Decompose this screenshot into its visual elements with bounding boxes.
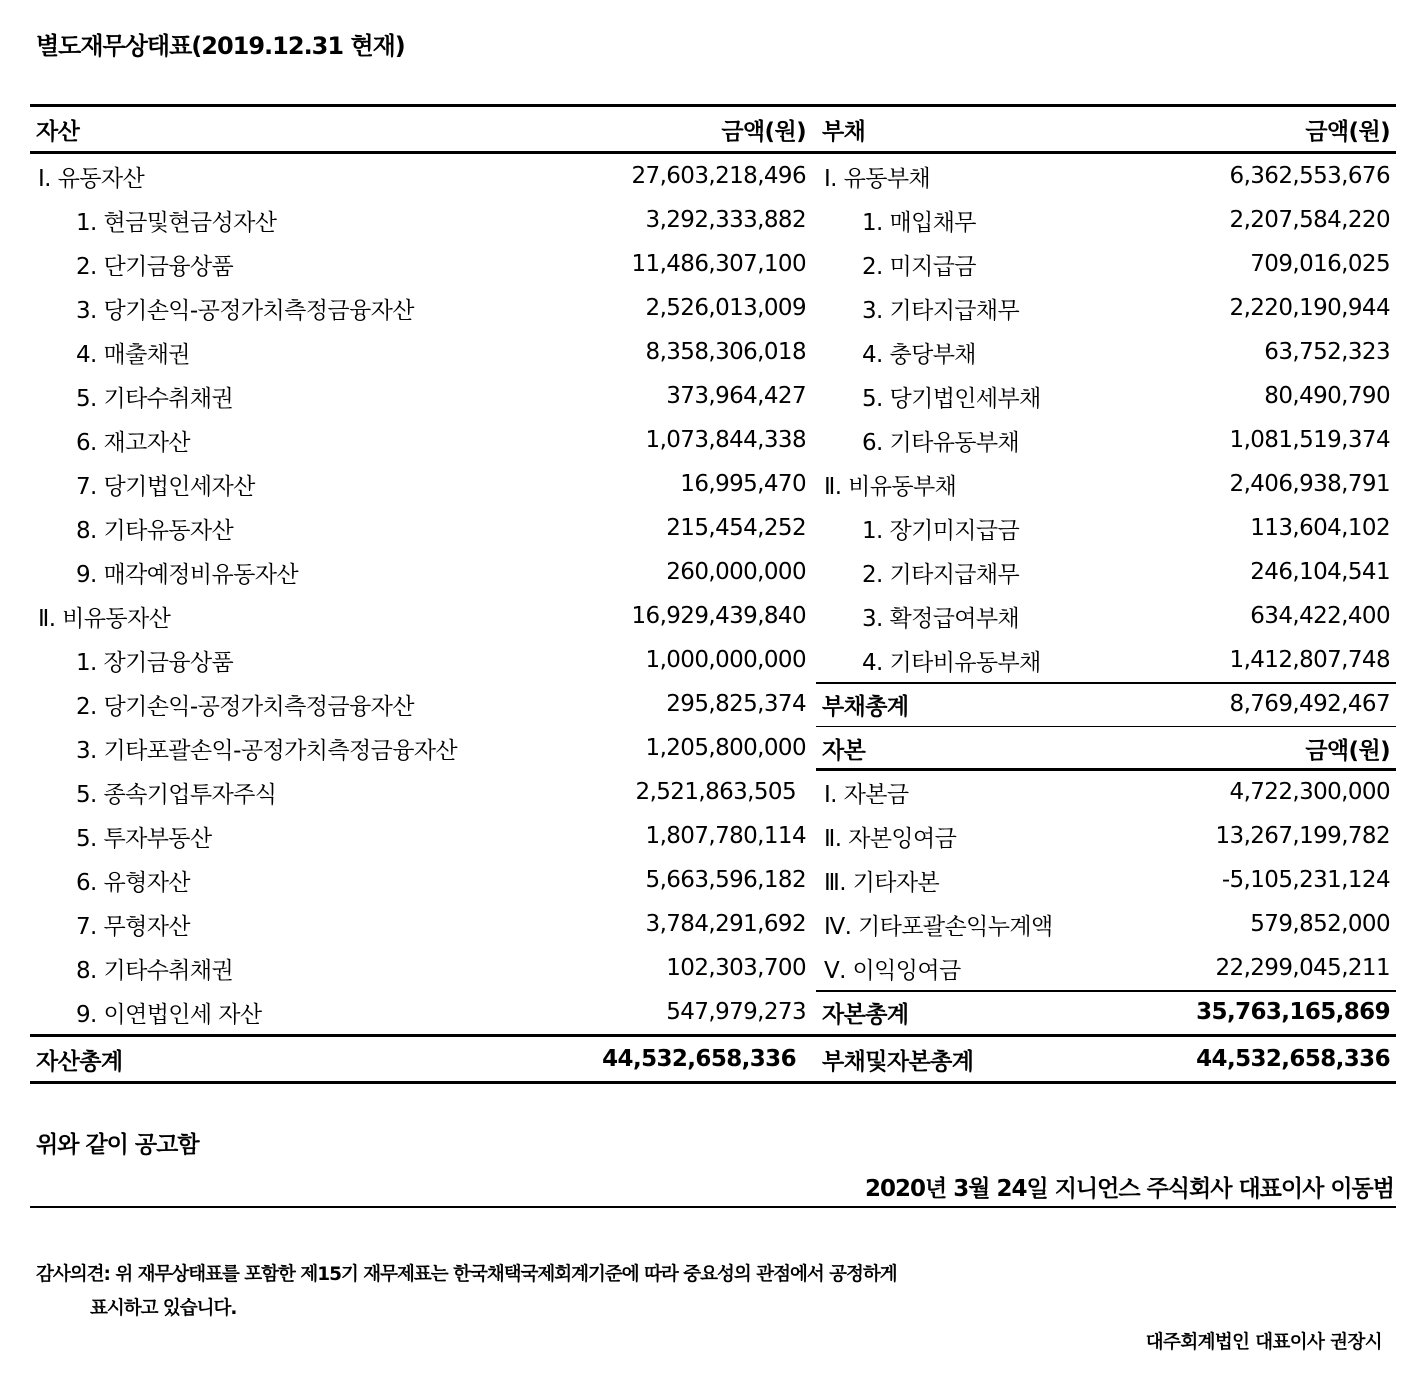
liability-value: 2,220,190,944 [1229, 295, 1390, 321]
notice-text: 위와 같이 공고함 [36, 1132, 199, 1158]
audit-opinion-line2: 표시하고 있습니다. [90, 1298, 237, 1319]
liability-row [816, 594, 1396, 638]
liability-label: 1. 장기미지급금 [862, 517, 1020, 544]
asset-label: 6. 유형자산 [76, 869, 190, 896]
liability-label: 4. 기타비유동부채 [862, 649, 1041, 676]
asset-row [30, 154, 808, 198]
asset-label: 2. 당기손익-공정가치측정금융자산 [76, 693, 414, 720]
equity-row [816, 946, 1396, 990]
liability-row [816, 638, 1396, 682]
asset-row [30, 550, 808, 594]
asset-row [30, 330, 808, 374]
liability-value: 2,207,584,220 [1229, 207, 1390, 233]
asset-label: 1. 현금및현금성자산 [76, 209, 277, 236]
liability-value: 1,081,519,374 [1229, 427, 1390, 453]
assets-total-row [30, 1037, 808, 1081]
equity-row [816, 858, 1396, 902]
asset-label: 2. 단기금융상품 [76, 253, 234, 280]
liability-label: 3. 확정급여부채 [862, 605, 1020, 632]
asset-value: 5,663,596,182 [645, 867, 806, 893]
liability-value: 63,752,323 [1264, 339, 1390, 365]
liability-row [816, 242, 1396, 286]
liability-row [816, 154, 1396, 198]
asset-value: 1,205,800,000 [645, 735, 806, 761]
asset-label: 5. 종속기업투자주식 [76, 781, 277, 808]
liability-label: 4. 충당부채 [862, 341, 976, 368]
equity-label: Ⅴ. 이익잉여금 [824, 957, 961, 984]
asset-label: Ⅱ. 비유동자산 [38, 605, 171, 632]
equity-header-label: 자본 [822, 737, 866, 764]
liability-label: 1. 매입채무 [862, 209, 976, 236]
equity-row [816, 770, 1396, 814]
asset-row [30, 990, 808, 1034]
liability-row [816, 418, 1396, 462]
asset-value: 102,303,700 [666, 955, 806, 981]
liability-row [816, 286, 1396, 330]
liability-label: 2. 미지급금 [862, 253, 976, 280]
signature-line: 2020년 3월 24일 지니언스 주식회사 대표이사 이동범 [865, 1176, 1394, 1202]
asset-row [30, 198, 808, 242]
asset-row [30, 682, 808, 726]
equity-value: 579,852,000 [1250, 911, 1390, 937]
asset-label: 7. 당기법인세자산 [76, 473, 255, 500]
asset-row [30, 902, 808, 946]
asset-value: 295,825,374 [666, 691, 806, 717]
asset-value: 27,603,218,496 [631, 163, 806, 189]
table-header [30, 107, 1396, 151]
table-body [30, 154, 1396, 1034]
asset-value: 3,292,333,882 [645, 207, 806, 233]
equity-label: Ⅰ. 자본금 [824, 781, 909, 808]
liability-label: 2. 기타지급채무 [862, 561, 1020, 588]
auditor-signature: 대주회계법인 대표이사 권장시 [1145, 1332, 1382, 1353]
equity-value: 4,722,300,000 [1229, 779, 1390, 805]
assets-total-value: 44,532,658,336 [602, 1046, 796, 1072]
liability-value: 6,362,553,676 [1229, 163, 1390, 189]
liability-row [816, 506, 1396, 550]
bottom-rule [30, 1081, 1396, 1084]
asset-value: 1,073,844,338 [645, 427, 806, 453]
liability-label: Ⅰ. 유동부채 [824, 165, 931, 192]
equity-total-value: 35,763,165,869 [1196, 999, 1390, 1025]
asset-row [30, 726, 808, 770]
signature-rule [30, 1206, 1396, 1208]
asset-label: 5. 투자부동산 [76, 825, 212, 852]
asset-row [30, 594, 808, 638]
equity-total-label: 자본총계 [822, 1001, 909, 1028]
asset-value: 1,807,780,114 [645, 823, 806, 849]
asset-label: 7. 무형자산 [76, 913, 190, 940]
asset-label: 4. 매출채권 [76, 341, 190, 368]
asset-row [30, 770, 808, 814]
asset-label: 9. 이연법인세 자산 [76, 1001, 262, 1028]
liabilities-equity-total-label: 부채및자본총계 [822, 1048, 974, 1075]
liabilities-equity-total-row [816, 1037, 1396, 1081]
equity-label: Ⅱ. 자본잉여금 [824, 825, 957, 852]
asset-label: Ⅰ. 유동자산 [38, 165, 145, 192]
asset-label: 9. 매각예정비유동자산 [76, 561, 299, 588]
equity-row [816, 814, 1396, 858]
liability-row [816, 330, 1396, 374]
asset-value: 2,521,863,505 [635, 779, 796, 805]
equity-label: Ⅳ. 기타포괄손익누계액 [824, 913, 1053, 940]
asset-label: 5. 기타수취채권 [76, 385, 234, 412]
assets-header [30, 107, 808, 151]
asset-row [30, 242, 808, 286]
liability-value: 709,016,025 [1250, 251, 1390, 277]
asset-value: 8,358,306,018 [645, 339, 806, 365]
asset-label: 6. 재고자산 [76, 429, 190, 456]
equity-amount-header: 금액(원) [1305, 737, 1390, 764]
asset-value: 215,454,252 [666, 515, 806, 541]
liabilities-header-label: 부채 [822, 118, 866, 145]
asset-row [30, 814, 808, 858]
asset-label: 3. 기타포괄손익-공정가치측정금융자산 [76, 737, 458, 764]
liability-value: 80,490,790 [1264, 383, 1390, 409]
equity-row [816, 902, 1396, 946]
audit-opinion-line1: 감사의견: 위 재무상태표를 포함한 제15기 재무제표는 한국채택국제회계기준에 따라 중요성의 관점에서 공정하게 [36, 1264, 897, 1285]
equity-value: 22,299,045,211 [1215, 955, 1390, 981]
balance-sheet-table [30, 104, 1396, 1084]
liability-row [816, 550, 1396, 594]
asset-label: 8. 기타유동자산 [76, 517, 234, 544]
liability-row [816, 198, 1396, 242]
equity-value: -5,105,231,124 [1221, 867, 1390, 893]
asset-label: 8. 기타수취채권 [76, 957, 234, 984]
liability-label: 5. 당기법인세부채 [862, 385, 1041, 412]
liability-label: 3. 기타지급채무 [862, 297, 1020, 324]
liabilities-total-label: 부채총계 [822, 693, 909, 720]
asset-value: 260,000,000 [666, 559, 806, 585]
liabilities-equity-total-value: 44,532,658,336 [1196, 1046, 1390, 1072]
liability-label: Ⅱ. 비유동부채 [824, 473, 957, 500]
asset-row [30, 506, 808, 550]
asset-row [30, 858, 808, 902]
asset-value: 16,995,470 [680, 471, 806, 497]
liability-value: 2,406,938,791 [1229, 471, 1390, 497]
asset-value: 16,929,439,840 [631, 603, 806, 629]
equity-value: 13,267,199,782 [1215, 823, 1390, 849]
page-title: 별도재무상태표(2019.12.31 현재) [36, 32, 405, 60]
asset-value: 3,784,291,692 [645, 911, 806, 937]
equity-header [816, 726, 1396, 770]
assets-total-label: 자산총계 [36, 1048, 123, 1075]
liabilities-total-value: 8,769,492,467 [1229, 691, 1390, 717]
asset-row [30, 286, 808, 330]
liability-row [816, 374, 1396, 418]
liability-value: 634,422,400 [1250, 603, 1390, 629]
asset-value: 547,979,273 [666, 999, 806, 1025]
grand-totals [30, 1037, 1396, 1081]
liability-row [816, 462, 1396, 506]
asset-row [30, 462, 808, 506]
asset-row [30, 374, 808, 418]
asset-row [30, 946, 808, 990]
asset-value: 2,526,013,009 [645, 295, 806, 321]
asset-value: 373,964,427 [666, 383, 806, 409]
asset-row [30, 638, 808, 682]
liability-label: 6. 기타유동부채 [862, 429, 1020, 456]
equity-total-row [816, 990, 1396, 1034]
asset-label: 3. 당기손익-공정가치측정금융자산 [76, 297, 414, 324]
assets-amount-header: 금액(원) [721, 118, 806, 145]
liability-value: 246,104,541 [1250, 559, 1390, 585]
assets-header-label: 자산 [36, 118, 80, 145]
asset-row [30, 418, 808, 462]
asset-value: 11,486,307,100 [631, 251, 806, 277]
liability-value: 113,604,102 [1250, 515, 1390, 541]
asset-value: 1,000,000,000 [645, 647, 806, 673]
liabilities-total-row [816, 682, 1396, 726]
liabilities-amount-header: 금액(원) [1305, 118, 1390, 145]
asset-label: 1. 장기금융상품 [76, 649, 234, 676]
equity-label: Ⅲ. 기타자본 [824, 869, 940, 896]
liabilities-header [816, 107, 1396, 151]
liability-value: 1,412,807,748 [1229, 647, 1390, 673]
